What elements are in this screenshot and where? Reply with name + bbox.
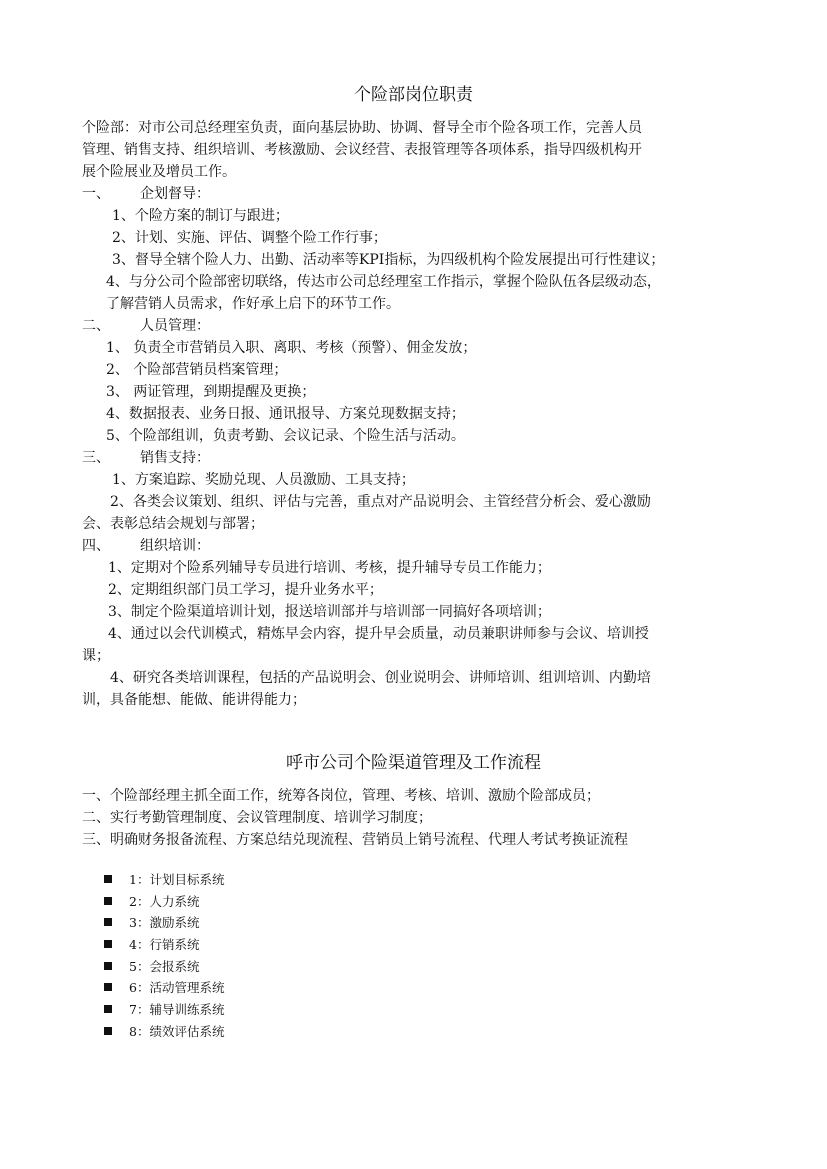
list-item: 会、表彰总结会规划与部署；	[82, 516, 264, 532]
list-item: 4、与分公司个险部密切联络，传达市公司总经理室工作指示，掌握个险队伍各层级动态，	[106, 274, 661, 290]
process-line: 三、明确财务报备流程、方案总结兑现流程、营销员上销号流程、代理人考试考换证流程	[82, 832, 628, 848]
list-item	[104, 911, 224, 933]
square-bullet-icon	[104, 1005, 112, 1013]
list-item	[104, 890, 224, 912]
system-list	[104, 868, 224, 1042]
list-item: 2、定期组织部门员工学习，提升业务水平；	[108, 582, 383, 598]
square-bullet-icon	[104, 983, 112, 991]
square-bullet-icon	[104, 897, 112, 905]
list-item	[104, 976, 224, 998]
list-item	[104, 955, 224, 977]
section1-title: 个险部岗位职责	[354, 85, 473, 105]
list-item-label: 2：人力系统	[129, 893, 200, 909]
list-item: 1、定期对个险系列辅导专员进行培训、考核，提升辅导专员工作能力；	[108, 560, 551, 576]
list-item	[104, 998, 224, 1020]
list-item-label: 5：会报系统	[129, 958, 200, 974]
list-item-label: 1：计划目标系统	[129, 871, 225, 887]
intro-line: 展个险展业及增员工作。	[82, 164, 236, 180]
group-number: 三、	[82, 450, 110, 466]
list-item: 训，具备能想、能做、能讲得能力；	[82, 692, 306, 708]
list-item: 3、 两证管理，到期提醒及更换；	[106, 384, 316, 400]
list-item-label: 7：辅导训练系统	[129, 1001, 225, 1017]
list-item	[104, 1020, 224, 1042]
group-number: 一、	[82, 186, 110, 202]
list-item: 课；	[82, 648, 110, 664]
square-bullet-icon	[104, 962, 112, 970]
group-number: 二、	[82, 318, 110, 334]
section2-title: 呼市公司个险渠道管理及工作流程	[286, 753, 541, 773]
list-item: 了解营销人员需求，作好承上启下的环节工作。	[106, 296, 400, 312]
list-item: 4、研究各类培训课程，包括的产品说明会、创业说明会、讲师培训、组训培训、内勤培	[110, 670, 651, 686]
list-item: 5、个险部组训，负责考勤、会议记录、个险生活与活动。	[106, 428, 465, 444]
list-item: 2、计划、实施、评估、调整个险工作行事；	[112, 230, 387, 246]
group-heading: 销售支持：	[140, 450, 210, 466]
list-item: 2、 个险部营销员档案管理；	[106, 362, 288, 378]
square-bullet-icon	[104, 918, 112, 926]
process-line: 二、实行考勤管理制度、会议管理制度、培训学习制度；	[82, 810, 432, 826]
list-item: 3、制定个险渠道培训计划，报送培训部并与培训部一同搞好各项培训；	[108, 604, 551, 620]
list-item-label: 8：绩效评估系统	[129, 1023, 225, 1039]
list-item: 1、个险方案的制订与跟进；	[112, 208, 289, 224]
list-item: 1、 负责全市营销员入职、离职、考核（预警）、佣金发放；	[106, 340, 477, 356]
list-item	[104, 933, 224, 955]
list-item-label: 4：行销系统	[129, 936, 200, 952]
group-heading: 组织培训：	[140, 538, 210, 554]
group-heading: 企划督导：	[140, 186, 210, 202]
process-line: 一、个险部经理主抓全面工作，统筹各岗位，管理、考核、培训、激励个险部成员；	[82, 788, 600, 804]
list-item	[104, 868, 224, 890]
intro-line: 管理、销售支持、组织培训、考核激励、会议经营、表报管理等各项体系，指导四级机构开	[82, 142, 642, 158]
square-bullet-icon	[104, 875, 112, 883]
list-item-label: 3：激励系统	[129, 915, 200, 931]
group-heading: 人员管理：	[140, 318, 210, 334]
group-number: 四、	[82, 538, 110, 554]
intro-line: 个险部：对市公司总经理室负责，面向基层协助、协调、督导全市个险各项工作，完善人员	[82, 120, 642, 136]
list-item: 4、数据报表、业务日报、通讯报导、方案兑现数据支持；	[106, 406, 465, 422]
list-item: 3、督导全辖个险人力、出勤、活动率等KPI指标，为四级机构个险发展提出可行性建议；	[112, 252, 665, 268]
square-bullet-icon	[104, 940, 112, 948]
list-item-label: 6：活动管理系统	[129, 980, 225, 996]
list-item: 2、各类会议策划、组织、评估与完善，重点对产品说明会、主管经营分析会、爱心激励	[110, 494, 651, 510]
square-bullet-icon	[104, 1027, 112, 1035]
list-item: 4、通过以会代训模式，精炼早会内容，提升早会质量，动员兼职讲师参与会议、培训授	[108, 626, 649, 642]
list-item: 1、方案追踪、奖励兑现、人员激励、工具支持；	[112, 472, 415, 488]
